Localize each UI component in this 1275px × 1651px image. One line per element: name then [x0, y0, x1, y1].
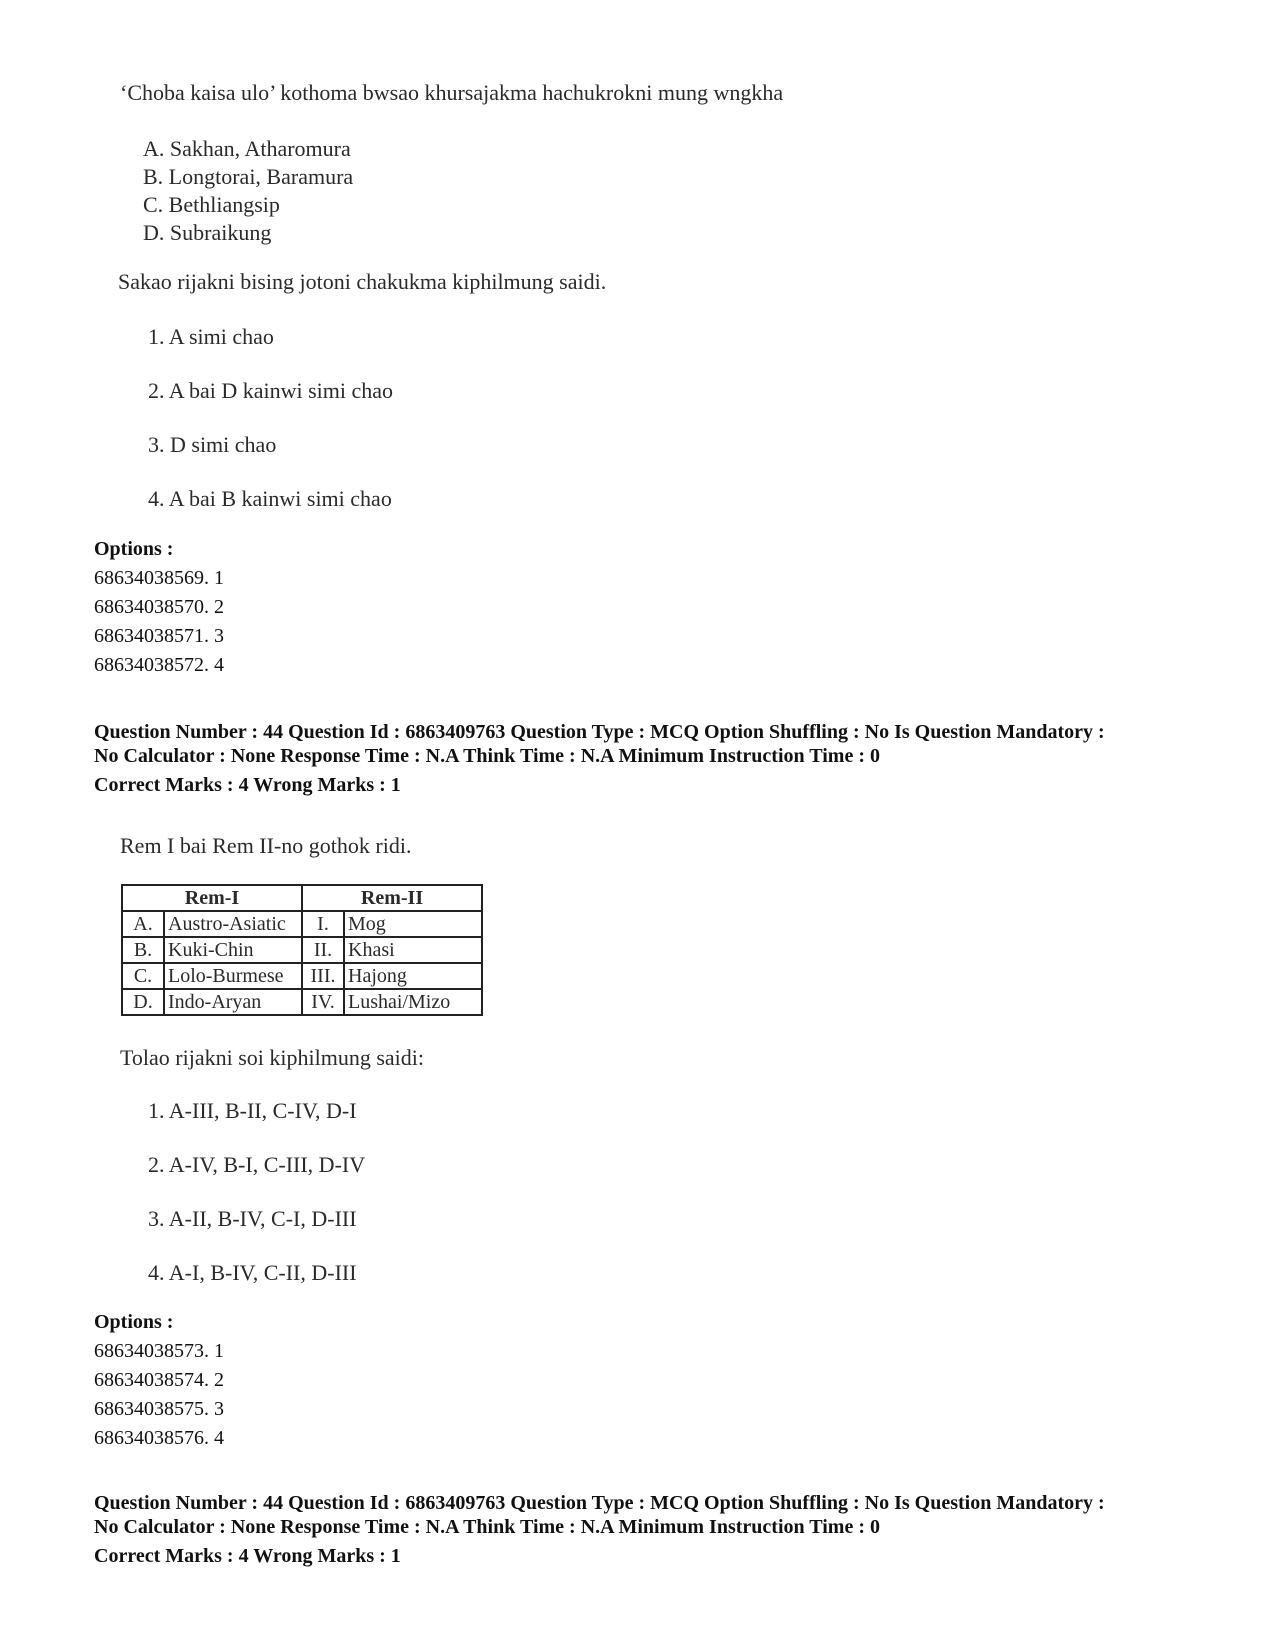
marks-line: Correct Marks : 4 Wrong Marks : 1	[94, 774, 401, 796]
table-row	[122, 963, 482, 989]
row-value: Lushai/Mizo	[344, 989, 482, 1015]
options-heading: Options :	[94, 1311, 174, 1333]
column-header-rem-2: Rem-II	[302, 885, 482, 911]
option-id: 68634038571. 3	[94, 625, 224, 647]
question-text: ‘Choba kaisa ulo’ kothoma bwsao khursajakma hachukrokni mung wngkha	[120, 80, 784, 105]
statement-item: C. Bethliangsip	[143, 192, 280, 217]
answer-choice: 3. D simi chao	[148, 432, 277, 457]
answer-choice: 4. A-I, B-IV, C-II, D-III	[148, 1260, 357, 1285]
match-table	[121, 884, 483, 1016]
row-key: II.	[302, 937, 344, 963]
row-value: Kuki-Chin	[164, 937, 302, 963]
row-key: C.	[122, 963, 164, 989]
row-value: Austro-Asiatic	[164, 911, 302, 937]
answer-choice: 2. A-IV, B-I, C-III, D-IV	[148, 1152, 366, 1177]
row-value: Indo-Aryan	[164, 989, 302, 1015]
row-key: I.	[302, 911, 344, 937]
row-key: D.	[122, 989, 164, 1015]
option-id: 68634038575. 3	[94, 1398, 224, 1420]
answer-choice: 2. A bai D kainwi simi chao	[148, 378, 394, 403]
option-id: 68634038570. 2	[94, 596, 224, 618]
row-value: Lolo-Burmese	[164, 963, 302, 989]
row-key: III.	[302, 963, 344, 989]
column-header-rem-1: Rem-I	[122, 885, 302, 911]
meta-line: No Calculator : None Response Time : N.A Think Time : N.A Minimum Instruction Time : 0	[94, 745, 880, 767]
answer-choice: 1. A simi chao	[148, 324, 274, 349]
row-value: Hajong	[344, 963, 482, 989]
row-key: IV.	[302, 989, 344, 1015]
option-id: 68634038572. 4	[94, 654, 224, 676]
question-meta	[94, 1491, 1105, 1568]
meta-line: Question Number : 44 Question Id : 6863409763 Question Type : MCQ Option Shuffling : No Is Question Mandatory :	[94, 721, 1105, 743]
row-value: Khasi	[344, 937, 482, 963]
option-id: 68634038569. 1	[94, 567, 224, 589]
meta-line: Question Number : 44 Question Id : 6863409763 Question Type : MCQ Option Shuffling : No Is Question Mandatory :	[94, 1492, 1105, 1514]
answer-choice: 1. A-III, B-II, C-IV, D-I	[148, 1098, 357, 1123]
table-row	[122, 911, 482, 937]
statement-item: A. Sakhan, Atharomura	[143, 136, 351, 161]
option-id: 68634038573. 1	[94, 1340, 224, 1362]
option-id: 68634038576. 4	[94, 1427, 224, 1449]
statement-item: D. Subraikung	[143, 220, 272, 245]
table-row	[122, 989, 482, 1015]
question-instruction: Tolao rijakni soi kiphilmung saidi:	[120, 1045, 424, 1070]
question-text: Rem I bai Rem II-no gothok ridi.	[120, 833, 412, 858]
marks-line: Correct Marks : 4 Wrong Marks : 1	[94, 1545, 401, 1567]
row-value: Mog	[344, 911, 482, 937]
answer-choice: 4. A bai B kainwi simi chao	[148, 486, 392, 511]
meta-line: No Calculator : None Response Time : N.A Think Time : N.A Minimum Instruction Time : 0	[94, 1516, 880, 1538]
table-row	[122, 937, 482, 963]
row-key: A.	[122, 911, 164, 937]
answer-choice: 3. A-II, B-IV, C-I, D-III	[148, 1206, 357, 1231]
statement-item: B. Longtorai, Baramura	[143, 164, 354, 189]
table-header-row	[122, 885, 482, 911]
options-heading: Options :	[94, 538, 174, 560]
question-instruction: Sakao rijakni bising jotoni chakukma kiphilmung saidi.	[118, 269, 607, 294]
statement-list	[143, 135, 353, 247]
option-id: 68634038574. 2	[94, 1369, 224, 1391]
question-meta	[94, 720, 1105, 797]
row-key: B.	[122, 937, 164, 963]
